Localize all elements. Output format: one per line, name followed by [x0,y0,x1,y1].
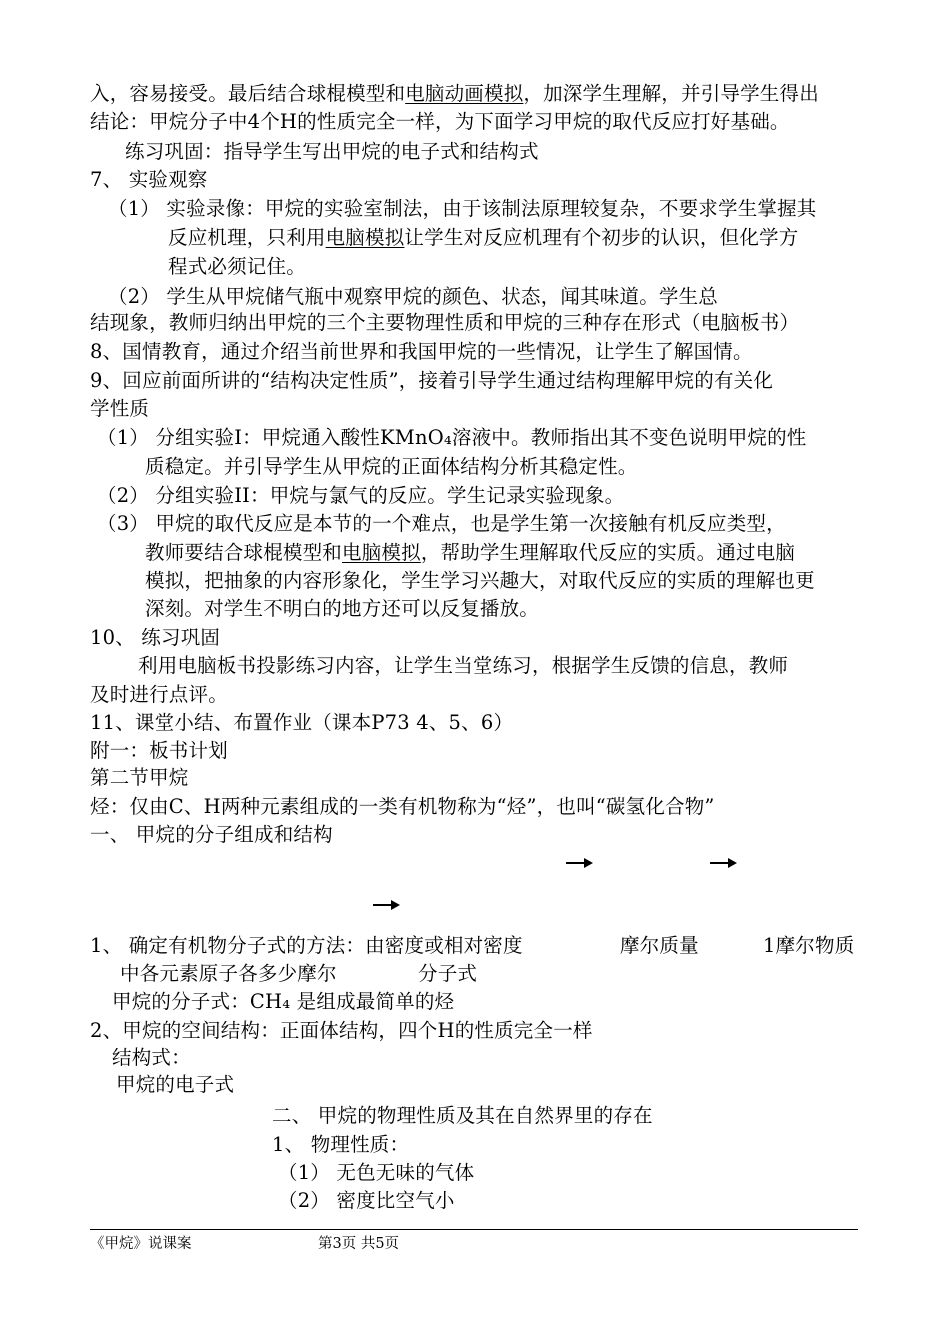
underlined-term: 电脑模拟 [342,541,421,564]
arrow-right-icon [566,862,586,864]
line-12: 学性质 [90,397,150,420]
line-17 [145,539,795,567]
line-2: 结论：甲烷分子中4个H的性质完全一样，为下面学习甲烷的取代反应打好基础。 [90,110,790,133]
arrow-right-icon [373,904,393,906]
line-18: 模拟，把抽象的内容形象化，学生学习兴趣大，对取代反应的实质的理解也更 [145,569,815,592]
line-13: （1） 分组实验I：甲烷通入酸性KMnO₄溶液中。教师指出其不变色说明甲烷的性 [97,426,807,449]
line-33: 甲烷的电子式 [116,1073,235,1096]
line-26: 烃：仅由C、H两种元素组成的一类有机物称为“烃”，也叫“碳氢化合物” [90,795,715,818]
text-span: ，帮助学生理解取代反应的实质。通过电脑 [420,541,796,564]
text-span: 入，容易接受。最后结合球棍模型和 [90,82,406,105]
line-36: （1） 无色无味的气体 [278,1161,475,1184]
arrow-right-icon [710,862,730,864]
text-span: 让学生对反应机理有个初步的认识，但化学方 [404,226,799,249]
line-9: 结现象，教师归纳出甲烷的三个主要物理性质和甲烷的三种存在形式（电脑板书） [90,311,800,334]
line-35: 1、 物理性质： [272,1133,410,1156]
line-5: （1） 实验录像：甲烷的实验室制法，由于该制法原理较复杂，不要求学生掌握其 [108,197,817,220]
line-4-heading: 7、 实验观察 [90,168,208,191]
line-16: （3） 甲烷的取代反应是本节的一个难点，也是学生第一次接触有机反应类型， [97,512,786,535]
line-1 [90,80,819,108]
line-28b: 摩尔质量 [620,934,699,957]
line-25-title: 第二节甲烷 [90,766,189,789]
line-24: 附一：板书计划 [90,739,228,762]
text-span: 反应机理，只利用 [168,226,326,249]
line-34-heading: 二、 甲烷的物理性质及其在自然界里的存在 [272,1104,653,1127]
text-span: ，加深学生理解，并引导学生得出 [523,82,819,105]
line-19: 深刻。对学生不明白的地方还可以反复播放。 [145,597,540,620]
line-11: 9、回应前面所讲的“结构决定性质”，接着引导学生通过结构理解甲烷的有关化 [90,369,774,392]
line-31: 2、甲烷的空间结构：正面体结构，四个H的性质完全一样 [90,1019,593,1042]
line-30: 甲烷的分子式：CH₄ 是组成最简单的烃 [112,990,455,1013]
line-21: 利用电脑板书投影练习内容，让学生当堂练习，根据学生反馈的信息，教师 [138,654,789,677]
line-22: 及时进行点评。 [90,683,228,706]
line-37: （2） 密度比空气小 [278,1189,455,1212]
line-3: 练习巩固：指导学生写出甲烷的电子式和结构式 [125,140,539,163]
line-29b: 分子式 [418,962,478,985]
line-32: 结构式： [112,1046,191,1069]
line-20-heading: 10、 练习巩固 [90,626,221,649]
line-23: 11、课堂小结、布置作业（课本P73 4、5、6） [90,711,514,734]
line-6 [168,224,798,252]
line-28a: 1、 确定有机物分子式的方法：由密度或相对密度 [90,934,523,957]
line-14: 质稳定。并引导学生从甲烷的正面体结构分析其稳定性。 [145,455,638,478]
footer-title: 《甲烷》说课案 [90,1236,192,1252]
text-span: 教师要结合球棍模型和 [145,541,343,564]
underlined-term: 电脑动画模拟 [405,82,524,105]
underlined-term: 电脑模拟 [325,226,405,249]
line-7: 程式必须记住。 [168,255,306,278]
page-number: 第3页 共5页 [318,1236,400,1252]
footer-divider [90,1229,858,1230]
line-27-heading: 一、 甲烷的分子组成和结构 [90,823,333,846]
line-28c: 1摩尔物质 [763,934,855,957]
line-8: （2） 学生从甲烷储气瓶中观察甲烷的颜色、状态，闻其味道。学生总 [108,285,719,308]
line-10: 8、国情教育，通过介绍当前世界和我国甲烷的一些情况，让学生了解国情。 [90,340,753,363]
line-29a: 中各元素原子各多少摩尔 [120,962,337,985]
line-15: （2） 分组实验II：甲烷与氯气的反应。学生记录实验现象。 [97,484,625,507]
